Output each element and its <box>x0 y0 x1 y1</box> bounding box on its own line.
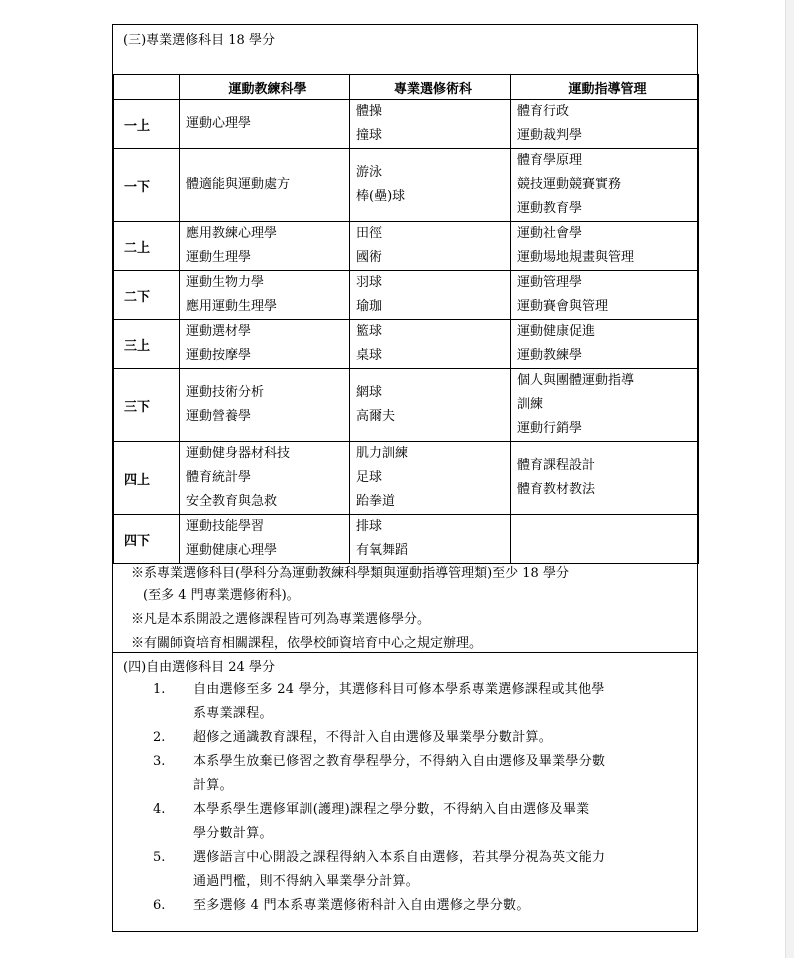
course-name: 有氧舞蹈 <box>356 543 409 558</box>
course-name: 競技運動競賽實務 <box>517 177 622 192</box>
list-item-number: 3. <box>153 754 166 769</box>
coaching-science-cell <box>180 100 350 149</box>
course-name: 運動營養學 <box>186 409 252 424</box>
practical-elective-cell <box>350 222 511 271</box>
course-name: 肌力訓練 <box>356 446 409 461</box>
term-cell: 四下 <box>114 515 180 564</box>
course-name: 運動健康心理學 <box>186 543 278 558</box>
course-name: 訓練 <box>517 397 544 412</box>
list-item-line: 計算。 <box>193 778 233 793</box>
coaching-science-cell <box>180 320 350 369</box>
sport-management-cell <box>511 515 699 564</box>
list-item-text <box>193 798 693 846</box>
course-name: 體育學原理 <box>517 153 583 168</box>
course-name: 撞球 <box>356 128 383 143</box>
course-name: 運動賽會與管理 <box>517 299 609 314</box>
course-name: 體適能與運動處方 <box>186 177 291 192</box>
practical-elective-cell <box>350 369 511 442</box>
table-row <box>114 100 699 149</box>
sport-management-cell <box>511 149 699 222</box>
sport-management-cell <box>511 369 699 442</box>
course-name: 運動管理學 <box>517 275 583 290</box>
document-frame <box>112 24 698 932</box>
term-cell: 一上 <box>114 100 180 149</box>
course-name: 棒(壘)球 <box>356 189 406 204</box>
sport-management-cell <box>511 442 699 515</box>
list-item-number: 6. <box>153 898 166 913</box>
list-item-line: 自由選修至多 24 學分，其選修科目可修本學系專業選修課程或其他學 <box>193 682 605 697</box>
list-item-text <box>193 726 693 750</box>
course-name: 個人與團體運動指導 <box>517 373 635 388</box>
course-name: 應用教練心理學 <box>186 226 278 241</box>
list-item-number: 2. <box>153 730 166 745</box>
course-name: 運動社會學 <box>517 226 583 241</box>
list-item-line: 超修之通識教育課程，不得計入自由選修及畢業學分數計算。 <box>193 730 553 745</box>
list-item-line: 通過門檻，則不得納入畢業學分計算。 <box>193 874 420 889</box>
table-row <box>114 149 699 222</box>
list-item-line: 系專業課程。 <box>193 706 273 721</box>
list-item-text <box>193 750 693 798</box>
note-minimum-credits-cont: (至多 4 門專業選修術科)。 <box>143 588 300 603</box>
course-name: 運動行銷學 <box>517 421 583 436</box>
table-row <box>114 442 699 515</box>
course-name: 桌球 <box>356 348 383 363</box>
course-name: 運動教練學 <box>517 348 583 363</box>
course-name: 運動裁判學 <box>517 128 583 143</box>
list-item-line: 至多選修 4 門本系專業選修術科計入自由選修之學分數。 <box>193 898 530 913</box>
course-name: 運動健身器材科技 <box>186 446 291 461</box>
term-cell: 三上 <box>114 320 180 369</box>
table-header-row <box>114 75 699 100</box>
list-item-text <box>193 678 693 726</box>
note-teacher-education: ※有關師資培育相關課程，依學校師資培育中心之規定辦理。 <box>131 636 483 651</box>
term-cell: 四上 <box>114 442 180 515</box>
course-name: 運動選材學 <box>186 324 252 339</box>
course-name: 高爾夫 <box>356 409 396 424</box>
note-all-electives: ※凡是本系開設之選修課程皆可列為專業選修學分。 <box>131 612 431 627</box>
section3-title: (三)專業選修科目 18 學分 <box>123 33 275 48</box>
list-item-text <box>193 894 693 918</box>
practical-elective-cell <box>350 320 511 369</box>
course-name: 羽球 <box>356 275 383 290</box>
course-name: 排球 <box>356 519 383 534</box>
header-sport-management: 運動指導管理 <box>511 75 699 100</box>
course-name: 田徑 <box>356 226 383 241</box>
header-blank <box>114 75 180 100</box>
sport-management-cell <box>511 320 699 369</box>
course-name: 跆拳道 <box>356 494 396 509</box>
list-item-number: 1. <box>153 682 166 697</box>
course-name: 運動心理學 <box>186 116 252 131</box>
term-cell: 三下 <box>114 369 180 442</box>
practical-elective-cell <box>350 149 511 222</box>
list-item-number: 5. <box>153 850 166 865</box>
course-name: 運動生物力學 <box>186 275 265 290</box>
note-minimum-credits: ※系專業選修科目(學科分為運動教練科學類與運動指導管理類)至少 18 學分 <box>131 566 569 581</box>
course-name: 體育課程設計 <box>517 458 596 473</box>
course-name: 體育教材教法 <box>517 482 596 497</box>
course-name: 體育行政 <box>517 104 570 119</box>
course-name: 運動按摩學 <box>186 348 252 363</box>
course-name: 運動技術分析 <box>186 385 265 400</box>
course-name: 體育統計學 <box>186 470 252 485</box>
coaching-science-cell <box>180 222 350 271</box>
course-name: 網球 <box>356 385 383 400</box>
term-cell: 二下 <box>114 271 180 320</box>
sport-management-cell <box>511 100 699 149</box>
coaching-science-cell <box>180 149 350 222</box>
coaching-science-cell <box>180 369 350 442</box>
coaching-science-cell <box>180 515 350 564</box>
course-name: 安全教育與急救 <box>186 494 278 509</box>
course-name: 足球 <box>356 470 383 485</box>
term-cell: 二上 <box>114 222 180 271</box>
elective-table <box>113 74 699 564</box>
list-item-line: 學分數計算。 <box>193 826 273 841</box>
course-name: 籃球 <box>356 324 383 339</box>
practical-elective-cell <box>350 442 511 515</box>
course-name: 運動場地規畫與管理 <box>517 250 635 265</box>
table-row <box>114 222 699 271</box>
list-item-number: 4. <box>153 802 166 817</box>
list-item-line: 本學系學生選修軍訓(護理)課程之學分數，不得納入自由選修及畢業 <box>193 802 590 817</box>
scrollbar-track[interactable] <box>785 0 794 958</box>
course-name: 運動生理學 <box>186 250 252 265</box>
table-row <box>114 271 699 320</box>
header-practical-electives: 專業選修術科 <box>350 75 511 100</box>
practical-elective-cell <box>350 271 511 320</box>
coaching-science-cell <box>180 271 350 320</box>
practical-elective-cell <box>350 100 511 149</box>
header-coaching-science: 運動教練科學 <box>180 75 350 100</box>
coaching-science-cell <box>180 442 350 515</box>
sport-management-cell <box>511 222 699 271</box>
course-name: 運動技能學習 <box>186 519 265 534</box>
table-row <box>114 320 699 369</box>
course-name: 應用運動生理學 <box>186 299 278 314</box>
course-name: 運動健康促進 <box>517 324 596 339</box>
list-item-line: 選修語言中心開設之課程得納入本系自由選修，若其學分視為英文能力 <box>193 850 606 865</box>
term-cell: 一下 <box>114 149 180 222</box>
list-item-text <box>193 846 693 894</box>
practical-elective-cell <box>350 515 511 564</box>
sport-management-cell <box>511 271 699 320</box>
list-item-line: 本系學生放棄已修習之教育學程學分，不得納入自由選修及畢業學分數 <box>193 754 606 769</box>
section-divider <box>113 652 697 653</box>
course-name: 瑜珈 <box>356 299 383 314</box>
section4-title: (四)自由選修科目 24 學分 <box>123 660 275 675</box>
course-name: 國術 <box>356 250 383 265</box>
course-name: 運動教育學 <box>517 201 583 216</box>
table-row <box>114 369 699 442</box>
course-name: 游泳 <box>356 165 383 180</box>
table-row <box>114 515 699 564</box>
course-name: 體操 <box>356 104 383 119</box>
